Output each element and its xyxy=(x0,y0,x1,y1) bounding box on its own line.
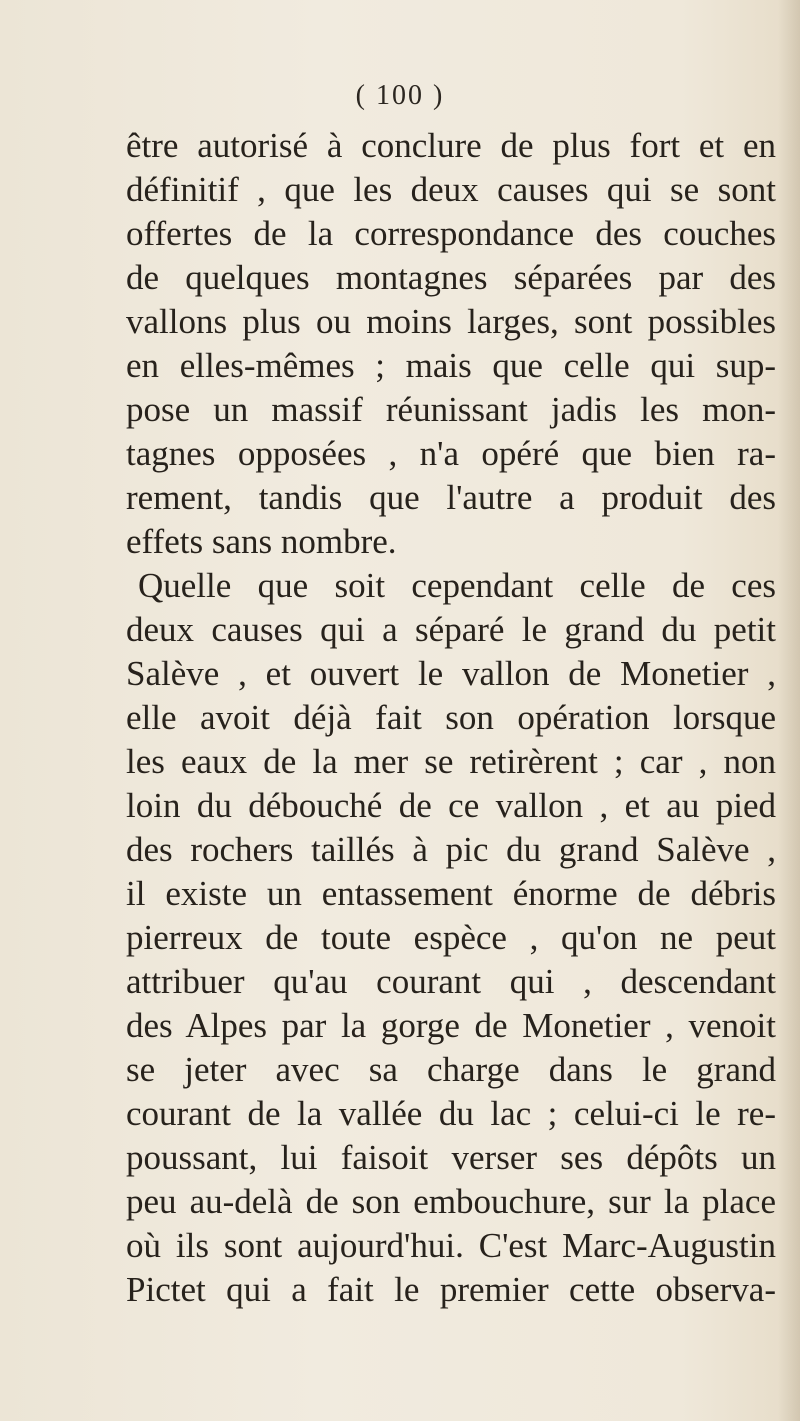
text-line: où ils sont aujourd'hui. C'est Marc-Augustin xyxy=(126,1226,776,1265)
text-line: les eaux de la mer se retirèrent ; car , non xyxy=(126,742,776,781)
page-edge-shadow xyxy=(778,0,800,1421)
text-line: des Alpes par la gorge de Monetier , venoit xyxy=(126,1006,776,1045)
text-line: être autorisé à conclure de plus fort et en xyxy=(126,126,776,165)
text-line: peu au-delà de son embouchure, sur la place xyxy=(126,1182,776,1221)
text-line: des rochers taillés à pic du grand Salève , xyxy=(126,830,776,869)
text-line: elle avoit déjà fait son opération lorsque xyxy=(126,698,776,737)
text-line: pierreux de toute espèce , qu'on ne peut xyxy=(126,918,776,957)
text-line: offertes de la correspondance des couches xyxy=(126,214,776,253)
text-line: se jeter avec sa charge dans le grand xyxy=(126,1050,776,1089)
text-line: en elles-mêmes ; mais que celle qui sup- xyxy=(126,346,776,385)
page-number: ( 100 ) xyxy=(355,80,445,111)
body-text xyxy=(126,124,776,1312)
text-line: poussant, lui faisoit verser ses dépôts un xyxy=(126,1138,776,1177)
text-line: attribuer qu'au courant qui , descendant xyxy=(126,962,776,1001)
text-line: il existe un entassement énorme de débris xyxy=(126,874,776,913)
text-line: Salève , et ouvert le vallon de Monetier , xyxy=(126,654,776,693)
text-line: courant de la vallée du lac ; celui-ci le re- xyxy=(126,1094,776,1133)
text-line: pose un massif réunissant jadis les mon- xyxy=(126,390,776,429)
text-line: tagnes opposées , n'a opéré que bien ra- xyxy=(126,434,776,473)
text-line: rement, tandis que l'autre a produit des xyxy=(126,478,776,517)
text-line: deux causes qui a séparé le grand du petit xyxy=(126,610,776,649)
text-line: de quelques montagnes séparées par des xyxy=(126,258,776,297)
paragraph-end-line: effets sans nombre. xyxy=(126,522,397,561)
text-line: loin du débouché de ce vallon , et au pied xyxy=(126,786,776,825)
text-line: Pictet qui a fait le premier cette observa- xyxy=(126,1270,776,1309)
text-line: vallons plus ou moins larges, sont possibles xyxy=(126,302,776,341)
paragraph-start-line: Quelle que soit cependant celle de ces xyxy=(138,566,776,605)
text-line: définitif , que les deux causes qui se sont xyxy=(126,170,776,209)
